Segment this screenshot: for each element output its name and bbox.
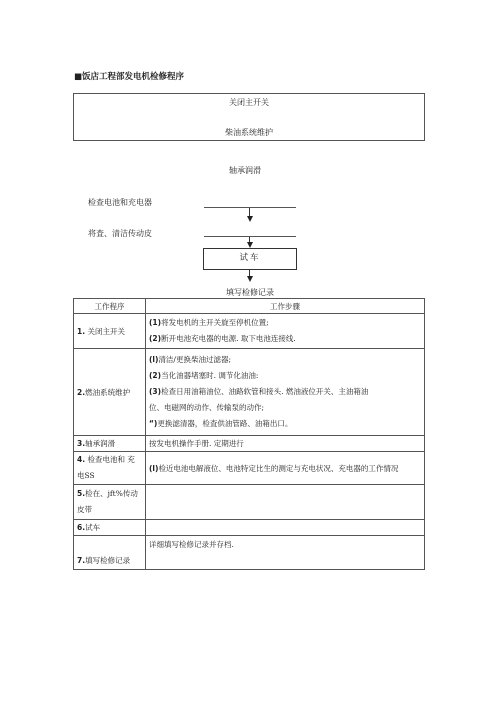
flow-step-fuel-system: 柴油系统维护: [225, 128, 273, 137]
flow-step-close-main-switch: 关闭主开关: [229, 98, 269, 107]
table-row: [74, 485, 425, 520]
step-line: (2)当化油器堵塞时. 调节化油油:: [149, 371, 259, 380]
row-steps: 详细填写检修记录并存档.: [146, 536, 425, 570]
table-row: [74, 314, 425, 349]
step-line: “)更换滤清器，检査供油管路、油箱出口。: [149, 419, 293, 428]
flow-line: [204, 207, 296, 208]
document-title: ■饭店工程部发电机检修程序: [74, 72, 185, 82]
step-number: 7.: [77, 556, 86, 565]
flow-arrow-icon: [247, 216, 253, 222]
flow-box-top: [73, 93, 425, 141]
row-program: 5.检在、jft%传动 皮带: [74, 485, 146, 520]
row-program: 4. 检查电池和 充电SS: [74, 452, 146, 485]
row-steps: [146, 485, 425, 520]
col-header-program: 工作程序: [74, 299, 146, 314]
flow-arrow-icon: [247, 276, 253, 282]
step-number: 4.: [77, 455, 86, 464]
step-marker: (1): [149, 318, 162, 327]
flow-step-test-run: 试车: [203, 248, 297, 270]
row-program: 1. 关闭主开关: [74, 314, 146, 349]
step-line: (1)将发电机的主开关旋至停机位置;: [149, 318, 269, 327]
row-steps: 按发电机操作手册. 定期进行: [146, 436, 425, 452]
row-program: 6.试车: [74, 520, 146, 536]
row-steps: [146, 520, 425, 536]
step-number: 5.: [77, 489, 86, 498]
step-marker: (2): [149, 371, 162, 380]
step-marker: (3): [149, 387, 162, 396]
row-program: 7.填写检修记录: [74, 536, 146, 570]
table-row: [74, 349, 425, 436]
step-marker: (2): [149, 334, 162, 343]
table-row: [74, 452, 425, 485]
step-number: 1.: [77, 326, 86, 336]
row-steps: [146, 314, 425, 349]
table-row: [74, 520, 425, 536]
table-header-row: [74, 299, 425, 314]
table-row: [74, 436, 425, 452]
row-steps: (l)检近电池电解液位、电池特定比生的测定与充电状况、充电器的工作情况: [146, 452, 425, 485]
step-marker: (l): [149, 463, 159, 473]
row-steps: [146, 349, 425, 436]
row-program: 3.轴承润滑: [74, 436, 146, 452]
step-marker: (l): [149, 355, 159, 364]
flow-step-bearing-lubrication: 轴承润滑: [229, 166, 261, 175]
col-header-steps: 工作步骤: [146, 299, 425, 314]
step-marker: “): [149, 419, 158, 428]
step-line: (3)检查日用油箱油位、油路软管和接头. 燃油液位开关、主油箱油: [149, 387, 369, 396]
flow-line: [204, 236, 296, 237]
step-line: (l)清洁/更换柴油过滤器;: [149, 355, 231, 364]
step-number: 6.: [77, 523, 86, 532]
flow-step-fill-record: 填写检修记录: [226, 288, 274, 297]
step-line: (2)断开电池充电器的电源. 取下电池连接线.: [149, 334, 296, 343]
procedure-table: [73, 298, 425, 570]
step-number: 3.: [77, 439, 86, 448]
step-number: 2.: [77, 387, 86, 397]
row-program: 2.燃油系统维护: [74, 349, 146, 436]
flow-step-clean-belt: 将査、清洁传动皮: [88, 229, 152, 238]
flow-step-check-battery: 检查电池和充电器: [88, 198, 152, 207]
step-line: 位、电磁网的动作、传输泵的动作;: [149, 403, 265, 412]
table-row: [74, 536, 425, 570]
